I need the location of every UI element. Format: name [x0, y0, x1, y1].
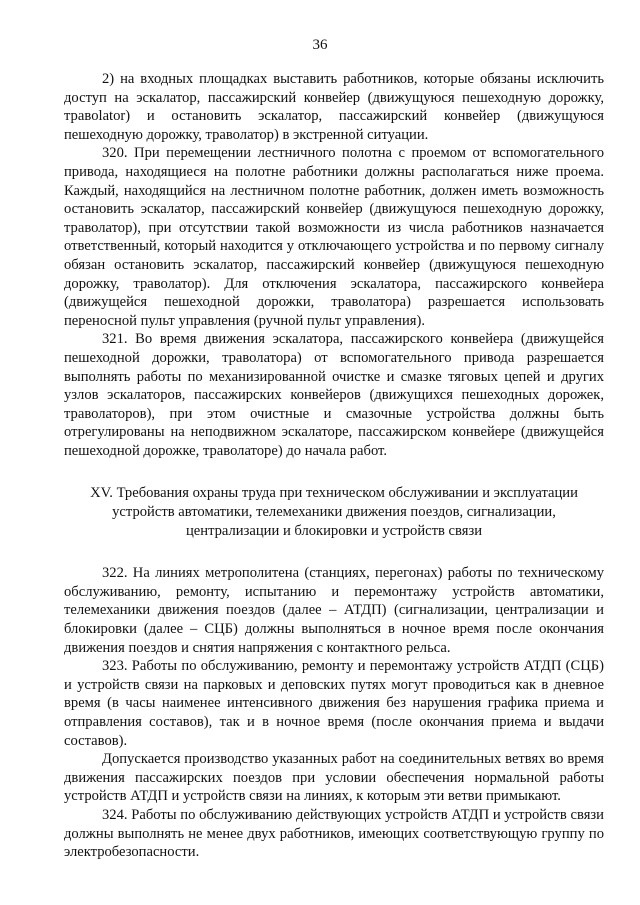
- page-content: [64, 70, 604, 862]
- section-heading-line-3: централизации и блокировки и устройств связи: [185, 522, 483, 539]
- section-heading-xv: [64, 484, 604, 540]
- page-number: 36: [312, 37, 328, 53]
- section-heading-line-1: XV. Требования охраны труда при техническом обслуживании и эксплуатации: [90, 485, 578, 502]
- paragraph-323: 323. Работы по обслуживанию, ремонту и перемонтажу устройств АТДП (СЦБ) и устройств связи на парковых и деповских путях могут проводиться как в дневное время (в часы наименее интенсивного движения без нарушения графика приема и отправления составов), так и в ночное время (после окончания приема и выдачи составов).: [64, 658, 604, 749]
- paragraph-item-2: 2) на входных площадках выставить работников, которые обязаны исключить доступ на эскалатор, пассажирский конвейер (движущуюся пешеходную дорожку, травolator) и остановить эскалатор, пассажирский конвейер (движущуюся пешеходную дорожку, траволатор) в экстренной ситуации.: [64, 71, 604, 143]
- section-heading-line-2: устройств автоматики, телемеханики движения поездов, сигнализации,: [112, 504, 556, 521]
- paragraph-322: 322. На линиях метрополитена (станциях, перегонах) работы по техническому обслуживанию, ремонту, испытанию и перемонтажу устройств автоматики, телемеханики движения поездов (далее – АТДП) (сигнализации, централизации и блокировки (далее – СЦБ) должны выполняться в ночное время после окончания движения поездов и снятия напряжения с контактного рельса.: [64, 565, 604, 656]
- paragraph-321: 321. Во время движения эскалатора, пассажирского конвейера (движущейся пешеходной дорожки, траволатора) от вспомогательного привода разрешается выполнять работы по механизированной очистке и смазке тяговых цепей и других узлов эскалаторов, пассажирских конвейеров (движущихся пешеходных дорожек, траволаторов), при этом очистные и смазочные устройства должны быть отрегулированы на неподвижном эскалаторе, пассажирском конвейере (движущейся пешеходной дорожке, траволаторе) до начала работ.: [64, 331, 604, 459]
- paragraph-324: 324. Работы по обслуживанию действующих устройств АТДП и устройств связи должны выполнять не менее двух работников, имеющих соответствующую группу по электробезопасности.: [64, 806, 604, 861]
- paragraph-320: 320. При перемещении лестничного полотна с проемом от вспомогательного привода, находящиеся на полотне работники должны располагаться ниже проема. Каждый, находящийся на лестничном полотне работник, должен иметь возможность остановить эскалатор, пассажирский конвейер (движущуюся пешеходную дорожку, траволатор), при отсутствии такой возможности из числа работников назначается ответственный, который находится у отключающего устройства и по первому сигналу обязан остановить эскалатор, пассажирский конвейер (движущуюся пешеходную дорожку, траволатор). Для отключения эскалатора, пассажирского конвейера (движущейся пешеходной дорожки, траволатора) разрешается использовать переносной пульт управления (ручной пульт управления).: [64, 145, 604, 329]
- paragraph-323-continued: Допускается производство указанных работ на соединительных ветвях во время движения пассажирских поездов при условии обеспечения нормальной работы устройств АТДП и устройств связи на линиях, к которым эти ветви примыкают.: [64, 751, 604, 805]
